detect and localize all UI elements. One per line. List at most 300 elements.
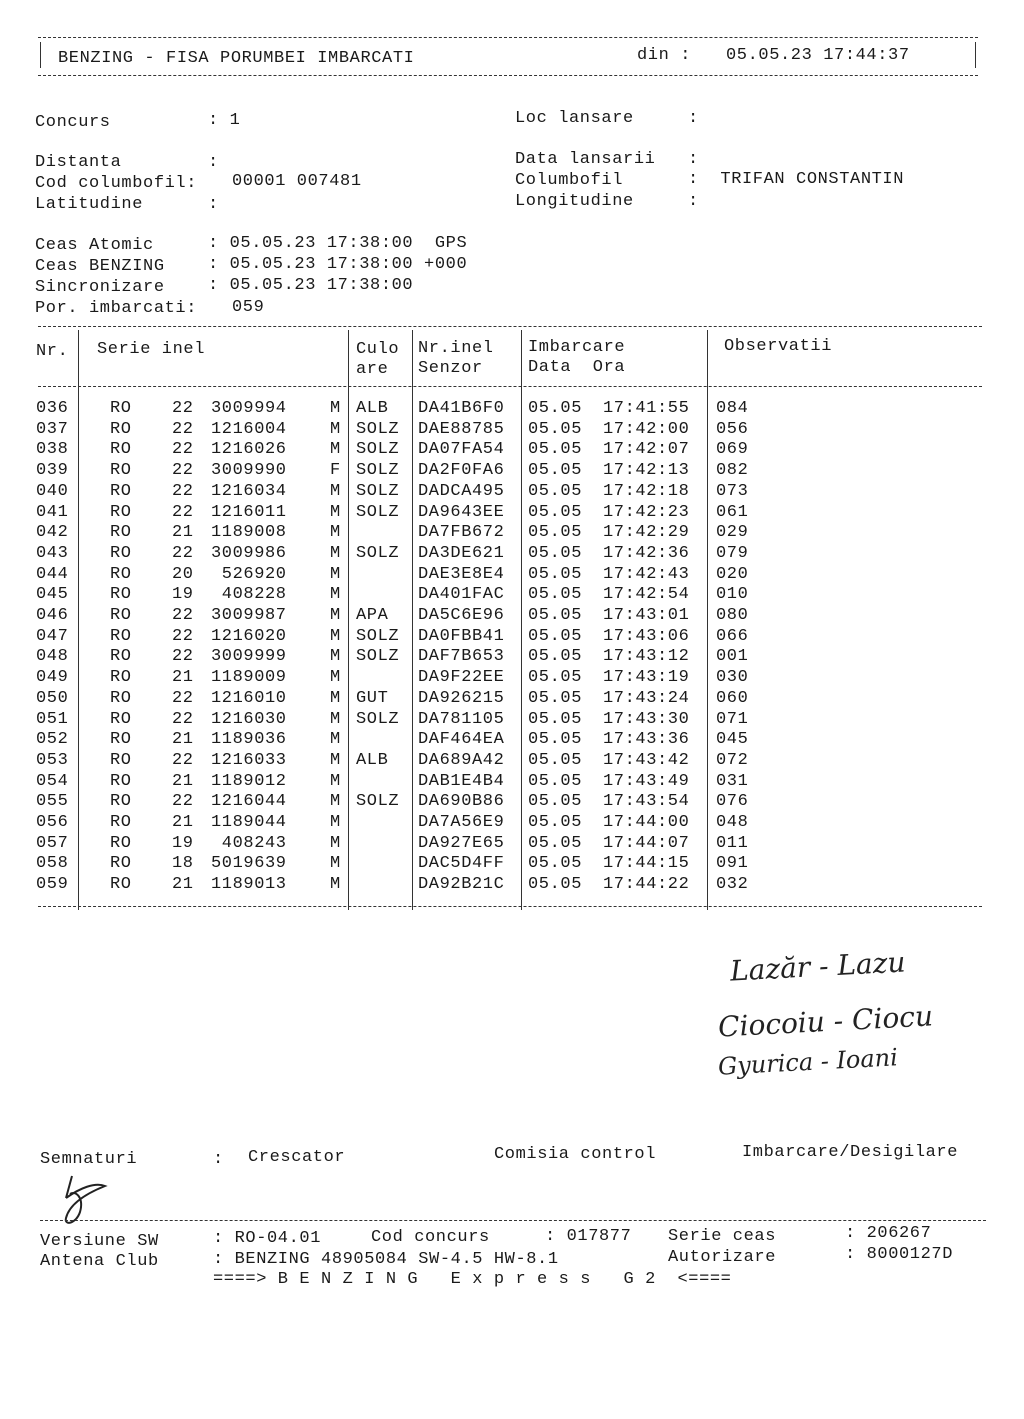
col-header-imbarcare-1: Imbarcare — [528, 338, 626, 357]
din-value: 05.05.23 17:44:37 — [726, 46, 910, 65]
handwritten-note-1: Lazăr - Lazu — [729, 945, 907, 988]
cell-ora: 17:42:23 — [603, 502, 690, 522]
cell-tara: RO — [110, 709, 132, 729]
cell-data: 05.05 — [528, 688, 583, 708]
versiune-sw-value: : RO-04.01 — [213, 1229, 322, 1248]
cell-nr: 045 — [36, 585, 69, 605]
cell-tara: RO — [110, 543, 132, 563]
cell-senzor: DAF464EA — [418, 730, 505, 750]
sincronizare-value: : 05.05.23 17:38:00 — [208, 276, 414, 295]
cell-an: 22 — [172, 647, 194, 667]
comisia-control-label: Comisia control — [494, 1145, 657, 1164]
cell-nr: 046 — [36, 606, 69, 625]
cell-ora: 17:44:15 — [603, 854, 690, 874]
table-row — [0, 812, 1024, 833]
cell-obs: 061 — [716, 502, 749, 522]
cell-culoare: SOLZ — [356, 419, 400, 439]
cell-data: 05.05 — [528, 461, 583, 481]
cell-an: 21 — [172, 668, 194, 688]
ceas-atomic-value: : 05.05.23 17:38:00 GPS — [208, 234, 468, 253]
cell-ora: 17:44:07 — [603, 833, 690, 853]
semnaturi-colon: : — [213, 1150, 224, 1169]
table-row — [0, 522, 1024, 543]
col-header-nrinel-2: Senzor — [418, 359, 483, 378]
cell-senzor: DA3DE621 — [418, 543, 505, 563]
cell-data: 05.05 — [528, 833, 583, 853]
cell-tara: RO — [110, 502, 132, 522]
cell-obs: 079 — [716, 543, 749, 563]
table-row — [0, 605, 1024, 626]
table-row — [0, 646, 1024, 667]
cell-an: 22 — [172, 792, 194, 812]
versiune-sw-label: Versiune SW — [40, 1232, 159, 1251]
cell-inel: 1189008 — [211, 523, 287, 543]
cell-nr: 051 — [36, 709, 69, 729]
cell-ora: 17:44:00 — [603, 813, 690, 832]
col-header-culoare-2: are — [356, 360, 389, 379]
cell-data: 05.05 — [528, 564, 583, 584]
cell-sex: M — [330, 854, 341, 874]
cell-tara: RO — [110, 585, 132, 605]
din-label: din : — [637, 46, 692, 65]
cell-inel: 1216004 — [211, 419, 287, 439]
cell-senzor: DA690B86 — [418, 792, 505, 812]
cell-nr: 047 — [36, 626, 69, 646]
cell-senzor: DAE3E8E4 — [418, 564, 505, 584]
ceas-benzing-label: Ceas BENZING — [35, 257, 165, 276]
cell-obs: 091 — [716, 854, 749, 874]
cell-tara: RO — [110, 730, 132, 750]
table-row — [0, 481, 1024, 502]
cell-ora: 17:43:36 — [603, 730, 690, 750]
antena-club-value: : BENZING 48905084 SW-4.5 HW-8.1 — [213, 1250, 559, 1269]
cell-ora: 17:42:07 — [603, 440, 690, 460]
cell-obs: 001 — [716, 647, 749, 667]
cell-data: 05.05 — [528, 647, 583, 667]
table-row — [0, 874, 1024, 895]
cell-nr: 053 — [36, 750, 69, 770]
cell-inel: 1189036 — [211, 730, 287, 750]
cell-tara: RO — [110, 626, 132, 646]
cell-nr: 057 — [36, 833, 69, 853]
cell-data: 05.05 — [528, 419, 583, 439]
table-row — [0, 833, 1024, 854]
cell-an: 22 — [172, 750, 194, 770]
cell-culoare: SOLZ — [356, 709, 400, 729]
cell-sex: M — [330, 833, 341, 853]
cell-ora: 17:42:00 — [603, 419, 690, 439]
cell-sex: F — [330, 461, 341, 481]
header-bottom-border — [38, 75, 978, 76]
cell-tara: RO — [110, 792, 132, 812]
cell-culoare: ALB — [356, 399, 389, 418]
serie-ceas-label: Serie ceas — [668, 1227, 777, 1246]
cell-obs: 060 — [716, 688, 749, 708]
table-header-divider — [38, 386, 982, 387]
col-header-nr: Nr. — [36, 342, 69, 361]
cell-culoare: SOLZ — [356, 440, 400, 460]
cell-sex: M — [330, 585, 341, 605]
cell-inel: 1216020 — [211, 626, 287, 646]
cell-senzor: DA7FB672 — [418, 523, 505, 543]
cell-inel: 1216026 — [211, 440, 287, 460]
cell-sex: M — [330, 502, 341, 522]
ceas-atomic-label: Ceas Atomic — [35, 236, 154, 255]
cod-concurs-value: : 017877 — [545, 1227, 632, 1246]
col-header-imbarcare-2: Data Ora — [528, 358, 626, 377]
cell-senzor: DA9F22EE — [418, 668, 505, 688]
cell-culoare: SOLZ — [356, 502, 400, 522]
cell-culoare: ALB — [356, 750, 389, 770]
cell-ora: 17:43:49 — [603, 771, 690, 791]
imbarcare-desigilare-label: Imbarcare/Desigilare — [742, 1143, 959, 1162]
cell-culoare: SOLZ — [356, 481, 400, 501]
cell-an: 22 — [172, 440, 194, 460]
cell-ora: 17:43:30 — [603, 709, 690, 729]
cell-obs: 020 — [716, 564, 749, 584]
cell-data: 05.05 — [528, 730, 583, 750]
concurs-label: Concurs — [35, 113, 111, 132]
footer-divider — [40, 1220, 986, 1221]
cell-senzor: DA781105 — [418, 709, 505, 729]
cell-obs: 072 — [716, 750, 749, 770]
cell-ora: 17:42:29 — [603, 523, 690, 543]
cell-sex: M — [330, 688, 341, 708]
cell-obs: 030 — [716, 668, 749, 688]
cell-tara: RO — [110, 419, 132, 439]
cell-senzor: DAC5D4FF — [418, 854, 505, 874]
table-row — [0, 398, 1024, 419]
page-title: BENZING - FISA PORUMBEI IMBARCATI — [58, 49, 415, 68]
table-bottom-border — [38, 906, 982, 907]
cell-obs: 045 — [716, 730, 749, 750]
cell-inel: 5019639 — [211, 854, 287, 874]
cell-an: 22 — [172, 688, 194, 708]
cell-an: 21 — [172, 875, 194, 895]
table-row — [0, 667, 1024, 688]
cell-ora: 17:42:36 — [603, 543, 690, 563]
cell-nr: 044 — [36, 564, 69, 584]
cell-data: 05.05 — [528, 668, 583, 688]
cell-tara: RO — [110, 399, 132, 418]
cell-tara: RO — [110, 523, 132, 543]
cell-nr: 038 — [36, 440, 69, 460]
cell-nr: 042 — [36, 523, 69, 543]
cell-an: 22 — [172, 481, 194, 501]
concurs-value: : 1 — [208, 111, 241, 130]
por-imbarcati-label: Por. imbarcati: — [35, 299, 198, 318]
cell-obs: 011 — [716, 833, 749, 853]
cell-senzor: DA927E65 — [418, 833, 505, 853]
data-lansarii-value: : — [688, 150, 699, 169]
cell-senzor: DA5C6E96 — [418, 606, 505, 625]
cell-data: 05.05 — [528, 792, 583, 812]
cell-culoare: APA — [356, 606, 389, 625]
table-row — [0, 688, 1024, 709]
cell-an: 21 — [172, 730, 194, 750]
cell-data: 05.05 — [528, 813, 583, 832]
cell-inel: 1216034 — [211, 481, 287, 501]
autorizare-label: Autorizare — [668, 1248, 777, 1267]
cell-inel: 1189013 — [211, 875, 287, 895]
cell-tara: RO — [110, 461, 132, 481]
cell-inel: 1216011 — [211, 502, 287, 522]
cell-tara: RO — [110, 606, 132, 625]
cell-sex: M — [330, 771, 341, 791]
cell-tara: RO — [110, 833, 132, 853]
signature-mark — [50, 1168, 120, 1228]
table-row — [0, 419, 1024, 440]
cell-ora: 17:43:54 — [603, 792, 690, 812]
cell-tara: RO — [110, 688, 132, 708]
cell-data: 05.05 — [528, 626, 583, 646]
cell-data: 05.05 — [528, 481, 583, 501]
data-lansarii-label: Data lansarii — [515, 150, 656, 169]
cell-tara: RO — [110, 854, 132, 874]
cell-nr: 036 — [36, 399, 69, 418]
latitudine-value: : — [208, 195, 219, 214]
cell-tara: RO — [110, 750, 132, 770]
table-row — [0, 729, 1024, 750]
cell-inel: 1216010 — [211, 688, 287, 708]
cell-an: 21 — [172, 813, 194, 832]
cell-sex: M — [330, 481, 341, 501]
cell-data: 05.05 — [528, 875, 583, 895]
cell-inel: 3009994 — [211, 399, 287, 418]
cell-sex: M — [330, 750, 341, 770]
cell-tara: RO — [110, 771, 132, 791]
cell-inel: 3009999 — [211, 647, 287, 667]
header-top-border — [38, 37, 978, 38]
cell-tara: RO — [110, 481, 132, 501]
cod-columbofil-label: Cod columbofil: — [35, 174, 198, 193]
table-row — [0, 564, 1024, 585]
cell-data: 05.05 — [528, 750, 583, 770]
cell-senzor: DA7A56E9 — [418, 813, 505, 832]
cell-tara: RO — [110, 440, 132, 460]
longitudine-label: Longitudine — [515, 192, 634, 211]
cell-data: 05.05 — [528, 440, 583, 460]
cell-culoare: SOLZ — [356, 626, 400, 646]
loc-lansare-value: : — [688, 109, 699, 128]
sincronizare-label: Sincronizare — [35, 278, 165, 297]
cod-columbofil-value: 00001 007481 — [232, 172, 362, 191]
cell-ora: 17:41:55 — [603, 399, 690, 418]
cell-ora: 17:43:12 — [603, 647, 690, 667]
cell-obs: 084 — [716, 399, 749, 418]
cell-nr: 059 — [36, 875, 69, 895]
cell-an: 20 — [172, 564, 194, 584]
cell-nr: 037 — [36, 419, 69, 439]
cell-an: 19 — [172, 585, 194, 605]
cell-inel: 3009986 — [211, 543, 287, 563]
cell-nr: 052 — [36, 730, 69, 750]
cell-tara: RO — [110, 647, 132, 667]
cell-ora: 17:43:19 — [603, 668, 690, 688]
cell-senzor: DA689A42 — [418, 750, 505, 770]
cell-data: 05.05 — [528, 585, 583, 605]
cell-nr: 056 — [36, 813, 69, 832]
table-row — [0, 460, 1024, 481]
cell-sex: M — [330, 875, 341, 895]
cell-sex: M — [330, 668, 341, 688]
cell-obs: 032 — [716, 875, 749, 895]
cell-an: 19 — [172, 833, 194, 853]
ceas-benzing-value: : 05.05.23 17:38:00 +000 — [208, 255, 468, 274]
cell-inel: 1216033 — [211, 750, 287, 770]
cell-inel: 1216044 — [211, 792, 287, 812]
table-row — [0, 543, 1024, 564]
cell-an: 18 — [172, 854, 194, 874]
cell-an: 21 — [172, 523, 194, 543]
benzing-banner: ====> B E N Z I N G E x p r e s s G 2 <==== — [213, 1270, 732, 1289]
cell-tara: RO — [110, 668, 132, 688]
cell-an: 22 — [172, 606, 194, 625]
cell-ora: 17:42:43 — [603, 564, 690, 584]
cell-obs: 031 — [716, 771, 749, 791]
handwritten-note-3: Gyurica - Ioani — [717, 1043, 899, 1081]
cell-sex: M — [330, 626, 341, 646]
table-row — [0, 502, 1024, 523]
cell-inel: 1189044 — [211, 813, 287, 832]
cell-data: 05.05 — [528, 502, 583, 522]
cell-inel: 408243 — [211, 833, 287, 853]
cell-obs: 029 — [716, 523, 749, 543]
cell-sex: M — [330, 730, 341, 750]
cell-inel: 526920 — [211, 564, 287, 584]
cell-nr: 041 — [36, 502, 69, 522]
cell-sex: M — [330, 813, 341, 832]
cell-nr: 043 — [36, 543, 69, 563]
col-header-serie: Serie inel — [97, 340, 206, 359]
cell-nr: 048 — [36, 647, 69, 667]
cod-concurs-label: Cod concurs — [371, 1228, 490, 1247]
cell-obs: 056 — [716, 419, 749, 439]
cell-data: 05.05 — [528, 771, 583, 791]
cell-senzor: DA9643EE — [418, 502, 505, 522]
cell-an: 22 — [172, 543, 194, 563]
latitudine-label: Latitudine — [35, 195, 144, 214]
cell-senzor: DA926215 — [418, 688, 505, 708]
cell-ora: 17:42:18 — [603, 481, 690, 501]
cell-ora: 17:43:42 — [603, 750, 690, 770]
distanta-value: : — [208, 153, 219, 172]
table-row — [0, 709, 1024, 730]
cell-obs: 073 — [716, 481, 749, 501]
cell-sex: M — [330, 606, 341, 625]
cell-an: 22 — [172, 419, 194, 439]
serie-ceas-value: : 206267 — [845, 1224, 932, 1243]
columbofil-label: Columbofil — [515, 171, 624, 190]
cell-inel: 1189009 — [211, 668, 287, 688]
columbofil-value: : TRIFAN CONSTANTIN — [688, 170, 905, 189]
cell-nr: 040 — [36, 481, 69, 501]
cell-obs: 076 — [716, 792, 749, 812]
cell-culoare: SOLZ — [356, 647, 400, 667]
cell-nr: 050 — [36, 688, 69, 708]
cell-sex: M — [330, 543, 341, 563]
table-row — [0, 626, 1024, 647]
cell-senzor: DAE88785 — [418, 419, 505, 439]
col-header-nrinel-1: Nr.inel — [418, 339, 494, 358]
cell-culoare: SOLZ — [356, 461, 400, 481]
loc-lansare-label: Loc lansare — [515, 109, 634, 128]
cell-data: 05.05 — [528, 709, 583, 729]
cell-sex: M — [330, 419, 341, 439]
table-row — [0, 771, 1024, 792]
cell-data: 05.05 — [528, 606, 583, 625]
cell-nr: 039 — [36, 461, 69, 481]
cell-data: 05.05 — [528, 854, 583, 874]
cell-obs: 082 — [716, 461, 749, 481]
header-left-border — [40, 42, 41, 68]
cell-sex: M — [330, 709, 341, 729]
cell-ora: 17:43:24 — [603, 688, 690, 708]
cell-obs: 080 — [716, 606, 749, 625]
table-row — [0, 791, 1024, 812]
cell-senzor: DADCA495 — [418, 481, 505, 501]
cell-sex: M — [330, 399, 341, 418]
col-header-culoare-1: Culo — [356, 340, 400, 359]
cell-ora: 17:43:01 — [603, 606, 690, 625]
cell-ora: 17:42:54 — [603, 585, 690, 605]
cell-an: 22 — [172, 502, 194, 522]
cell-senzor: DA07FA54 — [418, 440, 505, 460]
cell-obs: 010 — [716, 585, 749, 605]
cell-tara: RO — [110, 813, 132, 832]
cell-nr: 049 — [36, 668, 69, 688]
cell-senzor: DA92B21C — [418, 875, 505, 895]
autorizare-value: : 8000127D — [845, 1245, 954, 1264]
semnaturi-label: Semnaturi — [40, 1150, 138, 1169]
cell-inel: 1216030 — [211, 709, 287, 729]
table-row — [0, 584, 1024, 605]
distanta-label: Distanta — [35, 153, 122, 172]
cell-inel: 3009990 — [211, 461, 287, 481]
cell-culoare: GUT — [356, 688, 389, 708]
cell-nr: 055 — [36, 792, 69, 812]
cell-sex: M — [330, 523, 341, 543]
cell-inel: 1189012 — [211, 771, 287, 791]
col-header-observatii: Observatii — [724, 337, 833, 356]
cell-an: 22 — [172, 461, 194, 481]
cell-sex: M — [330, 792, 341, 812]
cell-obs: 071 — [716, 709, 749, 729]
cell-obs: 066 — [716, 626, 749, 646]
table-top-border — [38, 326, 982, 327]
table-row — [0, 853, 1024, 874]
cell-culoare: SOLZ — [356, 543, 400, 563]
cell-data: 05.05 — [528, 543, 583, 563]
table-row — [0, 750, 1024, 771]
cell-ora: 17:44:22 — [603, 875, 690, 895]
cell-an: 22 — [172, 399, 194, 418]
cell-data: 05.05 — [528, 399, 583, 418]
cell-sex: M — [330, 440, 341, 460]
cell-culoare: SOLZ — [356, 792, 400, 812]
cell-senzor: DAF7B653 — [418, 647, 505, 667]
cell-tara: RO — [110, 875, 132, 895]
por-imbarcati-value: 059 — [232, 298, 265, 317]
cell-ora: 17:43:06 — [603, 626, 690, 646]
cell-an: 21 — [172, 771, 194, 791]
cell-senzor: DAB1E4B4 — [418, 771, 505, 791]
table-row — [0, 439, 1024, 460]
cell-nr: 058 — [36, 854, 69, 874]
cell-data: 05.05 — [528, 523, 583, 543]
cell-inel: 3009987 — [211, 606, 287, 625]
cell-nr: 054 — [36, 771, 69, 791]
